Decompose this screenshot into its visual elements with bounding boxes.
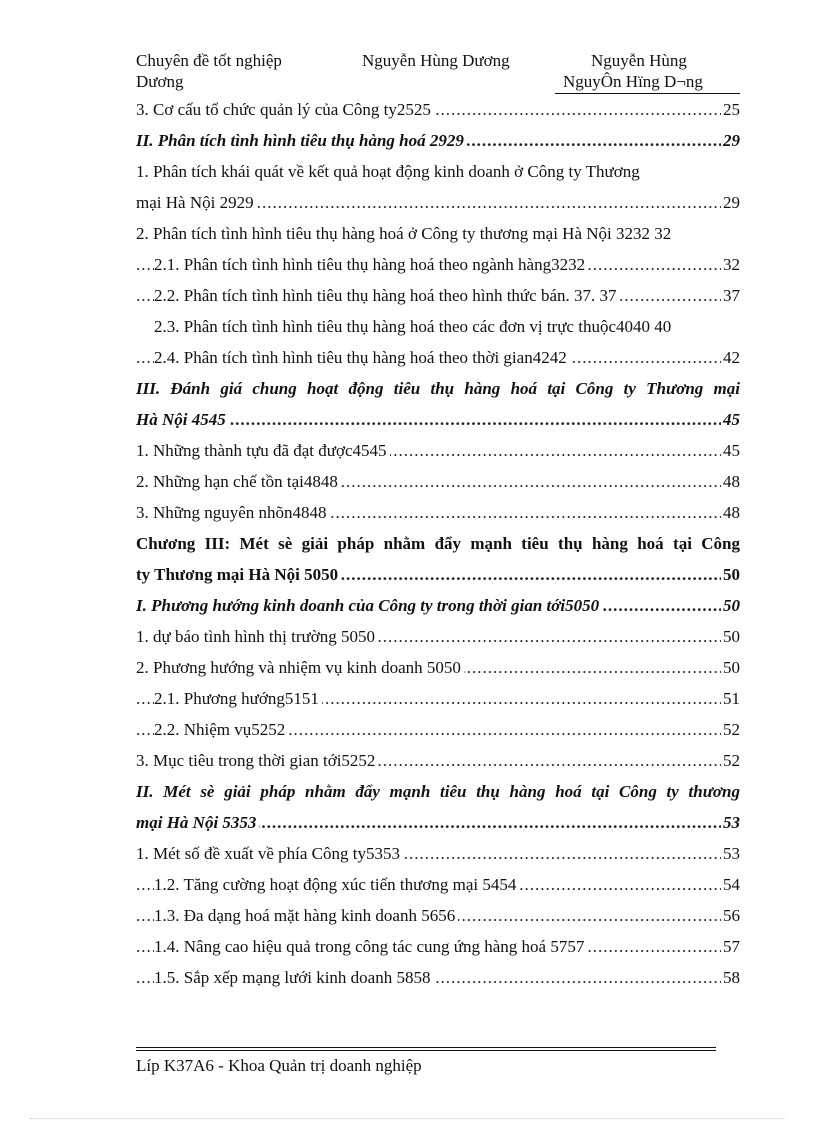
footer-rule-bottom [136,1050,716,1051]
toc-subentry[interactable]: ..... 2.1. Phương hướng5151 51 [136,683,740,714]
toc-subentry[interactable]: ..... 1.2. Tăng cường hoạt động xúc tiến thương mại 5454 54 [136,869,740,900]
toc-subentry[interactable]: ..... 1.4. Nâng cao hiệu quả trong công tác cung ứng hàng hoá 5757 57 [136,931,740,962]
footer-rule-top [136,1047,716,1048]
toc-entry-continuation[interactable]: ..... mại Hà Nội 2929 29 [136,187,740,218]
toc-chapter-heading[interactable]: Chương III: Mét sè giải pháp nhằm đẩy mạnh tiêu thụ hàng hoá tại Công [136,534,740,553]
header-right-line2: NguyÔn Hïng D¬ng [563,72,703,91]
toc-section-heading[interactable]: ..... II. Phân tích tình hình tiêu thụ hàng hoá 2929 29 [136,125,740,156]
toc-entry[interactable]: 2. Phân tích tình hình tiêu thụ hàng hoá ở Công ty thương mại Hà Nội 3232 32 [136,224,672,243]
toc-entry[interactable]: ..... 2. Phương hướng và nhiệm vụ kinh doanh 5050 50 [136,652,740,683]
toc-entry[interactable]: ..... 1. Mét số đề xuất về phía Công ty5353 53 [136,838,740,869]
toc-entry[interactable]: ..... 1. dự báo tình hình thị trường 5050 50 [136,621,740,652]
toc-entry[interactable]: ..... 3. Những nguyên nhõn4848 48 [136,497,740,528]
toc-chapter-heading-continuation[interactable]: ..... ty Thương mại Hà Nội 5050 50 [136,559,740,590]
toc-subentry[interactable]: ..... 1.3. Đa dạng hoá mặt hàng kinh doanh 5656 56 [136,900,740,931]
page-bottom-edge [30,1118,786,1119]
toc-entry[interactable]: ..... 3. Cơ cấu tổ chức quản lý của Công ty2525 25 [136,94,740,125]
toc-entry[interactable]: ..... 1. Những thành tựu đã đạt được4545 45 [136,435,740,466]
toc-section-heading[interactable]: III. Đánh giá chung hoạt động tiêu thụ hàng hoá tại Công ty Thương mại [136,379,740,398]
header-right-line1: Nguyễn Hùng [591,51,687,70]
toc-subentry[interactable]: ..... 2.2. Phân tích tình hình tiêu thụ hàng hoá theo hình thức bán. 37. 37 37 [136,280,740,311]
table-of-contents [136,94,740,993]
header-left-line2: Dương [136,72,184,91]
toc-entry[interactable]: 1. Phân tích khái quát về kết quả hoạt động kinh doanh ở Công ty Thương [136,162,640,181]
toc-section-heading[interactable]: ..... I. Phương hướng kinh doanh của Công ty trong thời gian tới5050 50 [136,590,740,621]
toc-entry[interactable]: ..... 3. Mục tiêu trong thời gian tới5252 52 [136,745,740,776]
toc-subentry[interactable]: 2.3. Phân tích tình hình tiêu thụ hàng hoá theo các đơn vị trực thuộc4040 40 [154,317,672,336]
toc-subentry[interactable]: ..... 2.1. Phân tích tình hình tiêu thụ hàng hoá theo ngành hàng3232 32 [136,249,740,280]
toc-section-heading[interactable]: II. Mét sè giải pháp nhằm đẩy mạnh tiêu thụ hàng hoá tại Công ty thương [136,782,740,801]
toc-entry[interactable]: ..... 2. Những hạn chế tồn tại4848 48 [136,466,740,497]
toc-section-heading-continuation[interactable]: ..... Hà Nội 4545 45 [136,404,740,435]
header-center: Nguyễn Hùng Dương [362,51,510,70]
header-left-line1: Chuyên đề tốt nghiệp [136,51,282,70]
footer-text: Líp K37A6 - Khoa Quản trị doanh nghiệp [136,1056,422,1075]
toc-subentry[interactable]: ..... 2.4. Phân tích tình hình tiêu thụ hàng hoá theo thời gian4242 42 [136,342,740,373]
toc-section-heading-continuation[interactable]: ..... mại Hà Nội 5353 53 [136,807,740,838]
toc-subentry[interactable]: ..... 2.2. Nhiệm vụ5252 52 [136,714,740,745]
toc-subentry[interactable]: ..... 1.5. Sắp xếp mạng lưới kinh doanh 5858 58 [136,962,740,993]
